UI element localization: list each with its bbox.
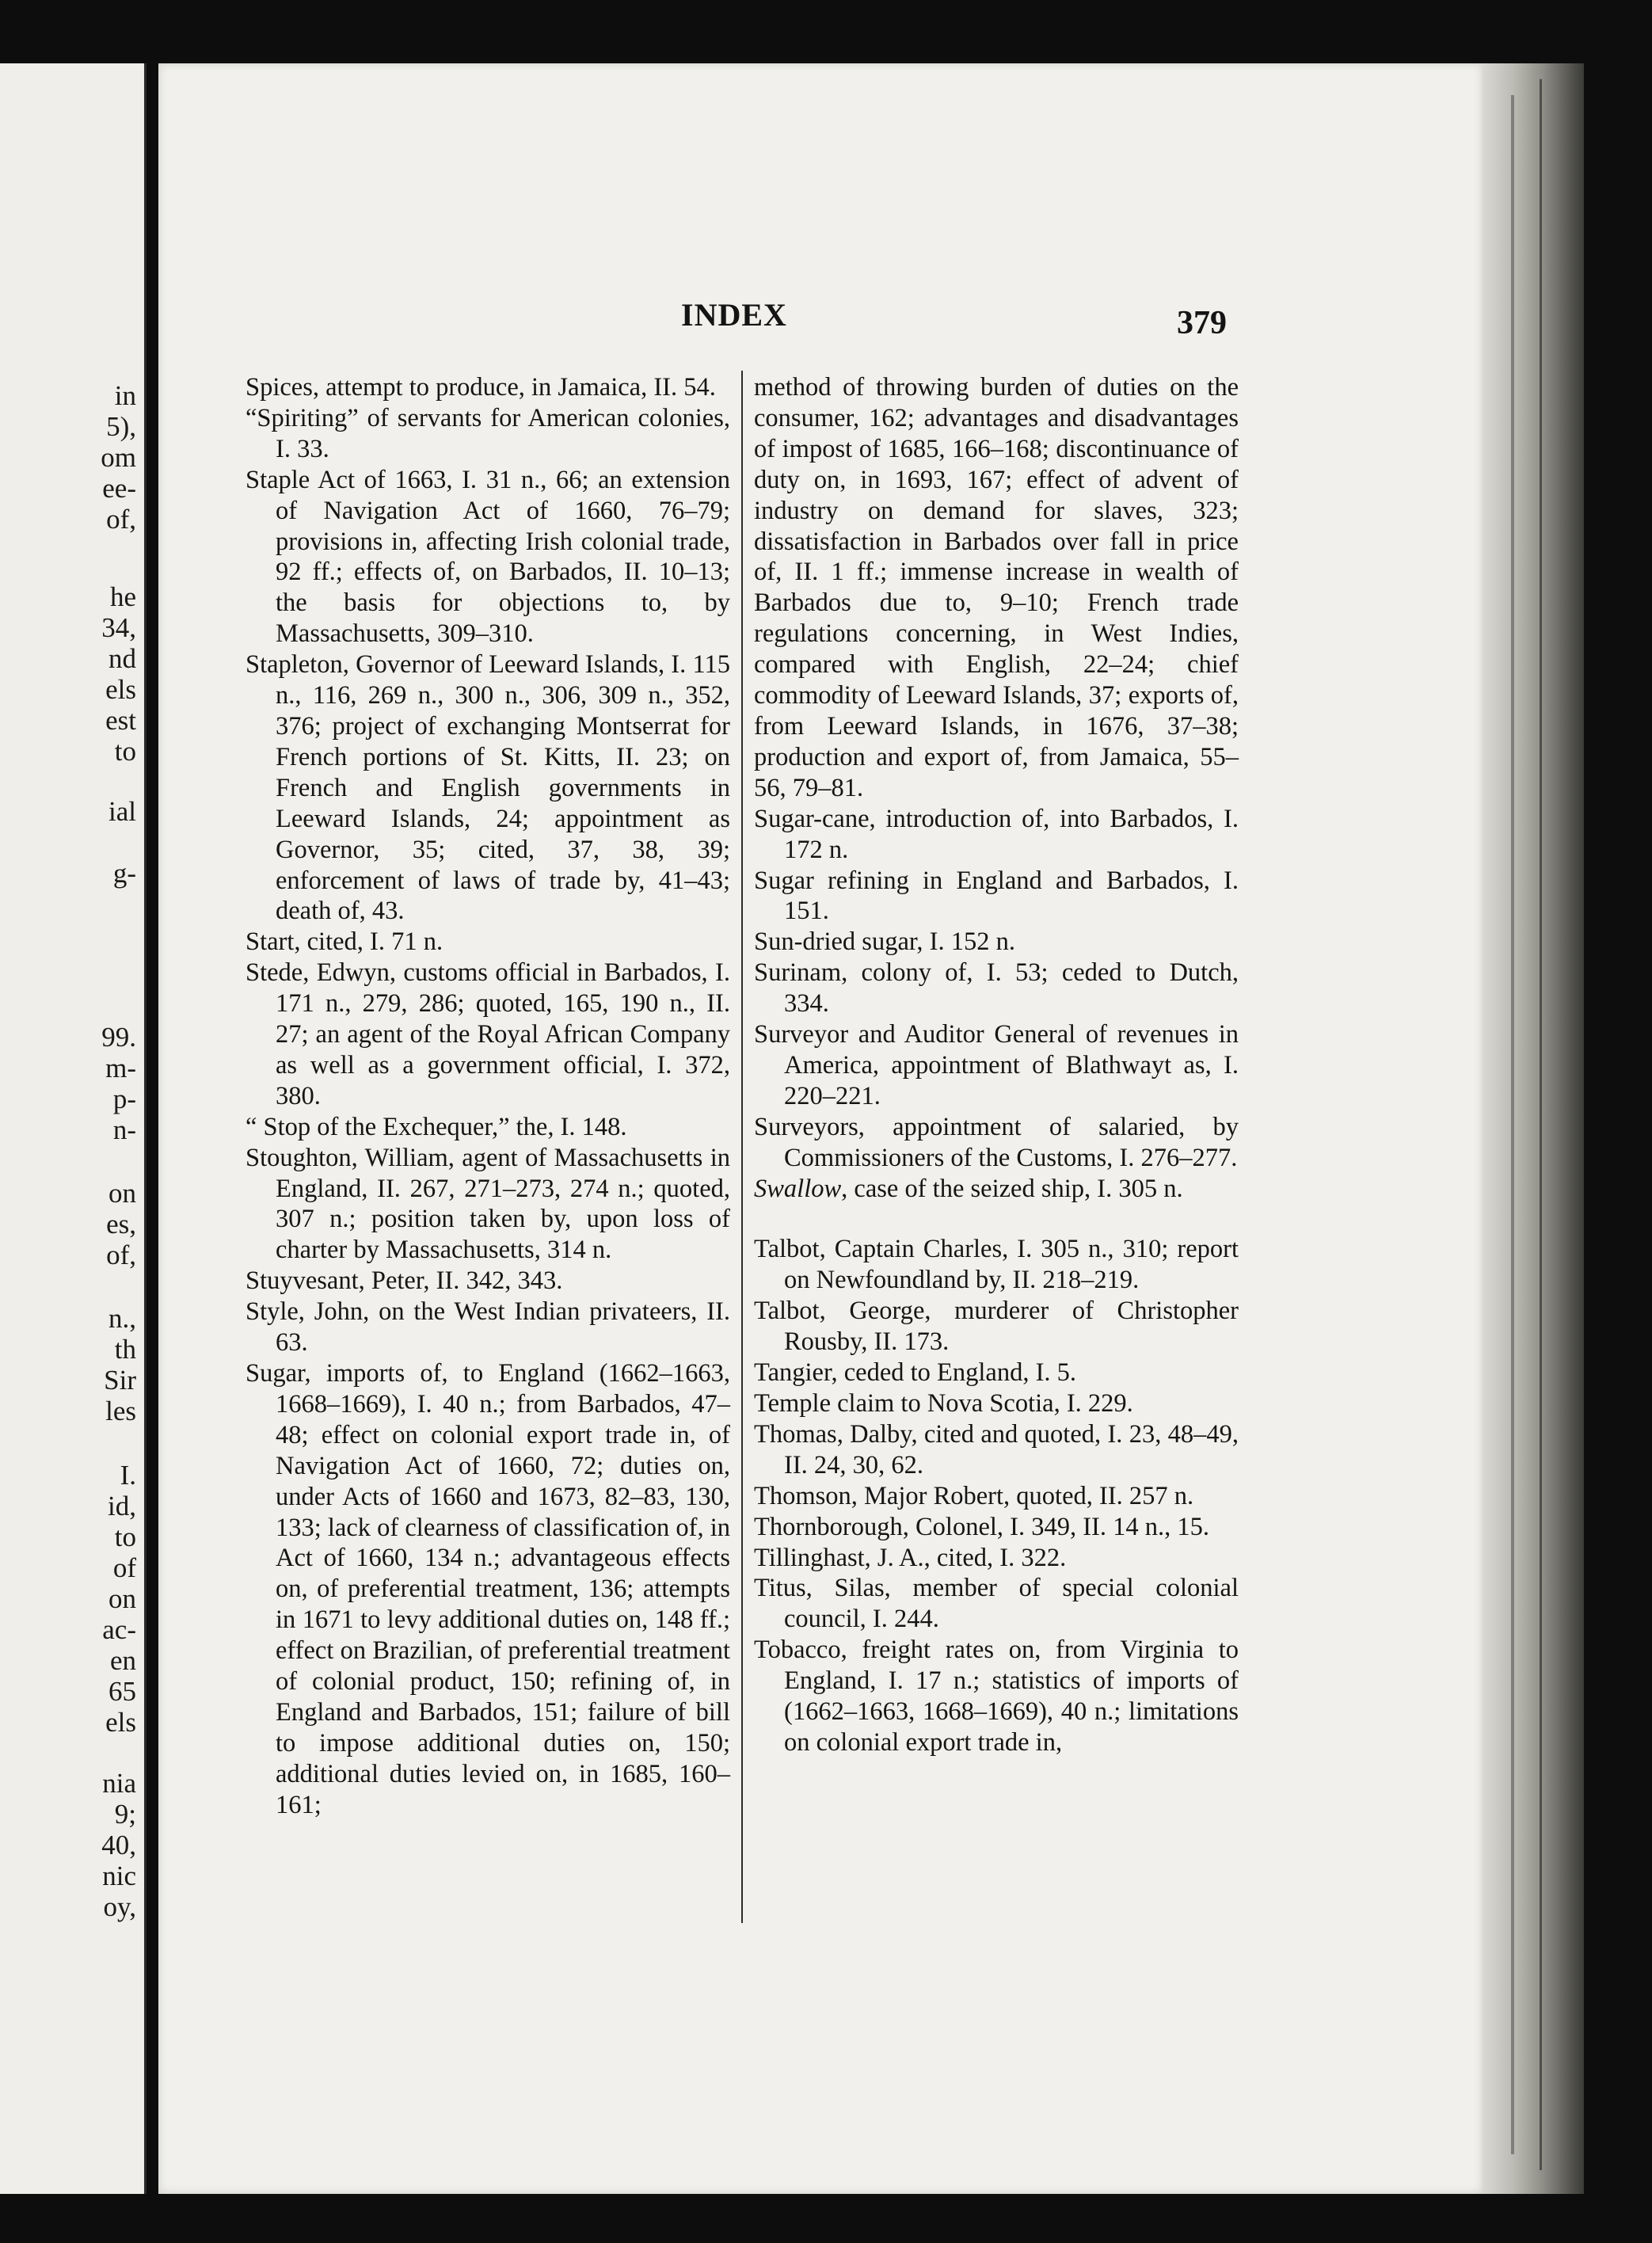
facing-page-fragment: he — [109, 581, 136, 612]
facing-page-fragment: oy, — [103, 1891, 136, 1922]
index-entry: Stapleton, Governor of Leeward Islands, I. 115 n., 116, 269 n., 300 n., 306, 309 n., 352, 376; project of exchanging Montserrat for French portions of St. Kitts, II. 23; on French and English governments in Leeward Islands, 24; appointment as Governor, 35; cited, 37, 38, 39; enforcement of laws of trade by, 41–43; death of, 43. — [246, 650, 730, 926]
entry-ship-name: Swallow — [754, 1174, 842, 1203]
index-entry: Tillinghast, J. A., cited, I. 322. — [754, 1543, 1067, 1572]
facing-page-fragment: 34, — [101, 612, 136, 643]
facing-page-fragment: els — [105, 674, 136, 705]
facing-page-fragment: of, — [106, 1240, 136, 1270]
index-entry: Surveyor and Auditor General of revenues in America, appointment of Blathwayt as, I. 220–221. — [754, 1020, 1239, 1110]
facing-page-edge — [0, 63, 147, 2194]
facing-page-fragment: els — [105, 1707, 136, 1738]
index-entry: Sun-dried sugar, I. 152 n. — [754, 927, 1015, 957]
index-entry — [754, 1174, 1239, 1205]
facing-page-fragment: Sir — [104, 1365, 136, 1396]
facing-page-fragment: p- — [112, 1083, 136, 1114]
index-entry: Stuyvesant, Peter, II. 342, 343. — [246, 1266, 563, 1296]
facing-page-fragment: to — [114, 736, 136, 767]
facing-page-fragment: nic — [102, 1860, 136, 1891]
letter-group-gap — [754, 1204, 1239, 1234]
facing-page-fragment: n., — [108, 1303, 136, 1334]
index-entry: Thornborough, Colonel, I. 349, II. 14 n., 15. — [754, 1512, 1210, 1541]
facing-page-fragment: es, — [106, 1209, 136, 1240]
index-entry: Sugar-cane, introduction of, into Barbados, I. 172 n. — [754, 804, 1239, 864]
facing-page-fragment: th — [114, 1334, 136, 1365]
index-entry: Tobacco, freight rates on, from Virginia to England, I. 17 n.; statistics of imports of (1662–1663, 1668–1669), 40 n.; limitations on colonial export trade in, — [754, 1636, 1239, 1757]
book-page-edges — [1483, 63, 1584, 2194]
index-entry: “ Stop of the Exchequer,” the, I. 148. — [246, 1112, 627, 1141]
facing-page-fragment: on — [108, 1178, 136, 1209]
running-header-title: INDEX — [681, 297, 787, 333]
index-entry: Style, John, on the West Indian privateers, II. 63. — [246, 1297, 730, 1358]
index-entry: “Spiriting” of servants for American colonies, I. 33. — [246, 403, 730, 463]
facing-page-fragment: 5), — [106, 411, 136, 442]
facing-page-fragment: of, — [106, 504, 136, 535]
facing-page-fragment: 9; — [114, 1799, 136, 1830]
facing-page-fragment: 65 — [108, 1676, 136, 1707]
index-entry: Spices, attempt to produce, in Jamaica, II. 54. — [246, 373, 716, 402]
index-entry: Start, cited, I. 71 n. — [246, 927, 443, 957]
facing-page-fragment: 40, — [101, 1830, 136, 1860]
index-entry: Titus, Silas, member of special colonial council, I. 244. — [754, 1574, 1239, 1634]
facing-page-fragment: nd — [108, 643, 136, 674]
index-entry: Stoughton, William, agent of Massachusetts in England, II. 267, 271–273, 274 n.; quoted, 307 n.; position taken by, upon loss of charter by Massachusetts, 314 n. — [246, 1143, 730, 1265]
facing-page-fragment: ee- — [102, 473, 136, 504]
facing-page-fragment: n- — [112, 1114, 136, 1145]
facing-page-fragment: ac- — [102, 1614, 136, 1645]
facing-page-fragment: of — [112, 1552, 136, 1583]
index-entry: Sugar refining in England and Barbados, I. 151. — [754, 866, 1239, 926]
facing-page-fragment: on — [108, 1583, 136, 1614]
index-entry-continued: method of throwing burden of duties on the consumer, 162; advantages and disadvantages of impost of 1685, 166–168; discontinuance of duty on, in 1693, 167; effect of advent of industry on demand for slaves, 323; dissatisfaction in Barbados over fall in price of, II. 1 ff.; immense increase in wealth of Barbados due to, 9–10; French trade regulations concerning, in West Indies, compared with English, 22–24; chief commodity of Leeward Islands, 37; exports of, from Leeward Islands, in 1676, 37–38; production and export of, from Jamaica, 55–56, 79–81. — [754, 373, 1239, 802]
index-column-right — [754, 372, 1239, 1758]
index-entry: Sugar, imports of, to England (1662–1663, 1668–1669), I. 40 n.; from Barbados, 47–48; effect on colonial export trade in, of Navigation Act of 1660, 72; duties on, under Acts of 1660 and 1673, 82–83, 130, 133; lack of clearness of classification of, in Act of 1660, 134 n.; advantageous effects on, of preferential treatment, 136; attempts in 1671 to levy additional duties on, 148 ff.; effect on Brazilian, of preferential treatment of colonial product, 150; refining of, in England and Barbados, 151; failure of bill to impose additional duties on, 150; additional duties levied on, in 1685, 160–161; — [246, 1359, 730, 1819]
index-entry: Surveyors, appointment of salaried, by Commissioners of the Customs, I. 276–277. — [754, 1112, 1239, 1172]
facing-page-fragment: om — [101, 442, 136, 473]
index-entry: Stede, Edwyn, customs official in Barbados, I. 171 n., 279, 286; quoted, 165, 190 n., II. 27; an agent of the Royal African Company as well as a government official, I. 372, 380. — [246, 958, 730, 1110]
index-entry: Talbot, George, murderer of Christopher Rousby, II. 173. — [754, 1297, 1239, 1357]
column-divider — [741, 371, 743, 1923]
facing-page-fragment: in — [114, 380, 136, 411]
facing-page-fragment: g- — [112, 858, 136, 889]
facing-page-fragment: 99. — [101, 1022, 136, 1053]
facing-page-fragment: ial — [108, 796, 136, 827]
facing-page-fragment: nia — [102, 1768, 136, 1799]
index-entry: Surinam, colony of, I. 53; ceded to Dutch, 334. — [754, 958, 1239, 1019]
facing-page-fragment: les — [105, 1396, 136, 1426]
facing-page-fragment: I. — [120, 1460, 136, 1491]
index-entry: Thomas, Dalby, cited and quoted, I. 23, 48–49, II. 24, 30, 62. — [754, 1419, 1239, 1479]
index-column-left — [246, 372, 730, 1821]
facing-page-fragment: id, — [108, 1491, 136, 1521]
facing-page-fragment: m- — [105, 1053, 136, 1083]
facing-page-fragment: est — [105, 705, 136, 736]
index-entry: Temple claim to Nova Scotia, I. 229. — [754, 1389, 1133, 1418]
page-number: 379 — [1177, 305, 1227, 341]
facing-page-fragment: en — [109, 1645, 136, 1676]
index-entry: Staple Act of 1663, I. 31 n., 66; an extension of Navigation Act of 1660, 76–79; provisions in, affecting Irish colonial trade, 92 ff.; effects of, on Barbados, II. 10–13; the basis for objections to, by Massachusetts, 309–310. — [246, 465, 730, 649]
entry-text: , case of the seized ship, I. 305 n. — [841, 1174, 1183, 1203]
facing-page-fragment: to — [114, 1521, 136, 1552]
index-entry: Talbot, Captain Charles, I. 305 n., 310; report on Newfoundland by, II. 218–219. — [754, 1235, 1239, 1295]
index-entry: Thomson, Major Robert, quoted, II. 257 n. — [754, 1481, 1194, 1510]
index-entry: Tangier, ceded to England, I. 5. — [754, 1358, 1077, 1388]
